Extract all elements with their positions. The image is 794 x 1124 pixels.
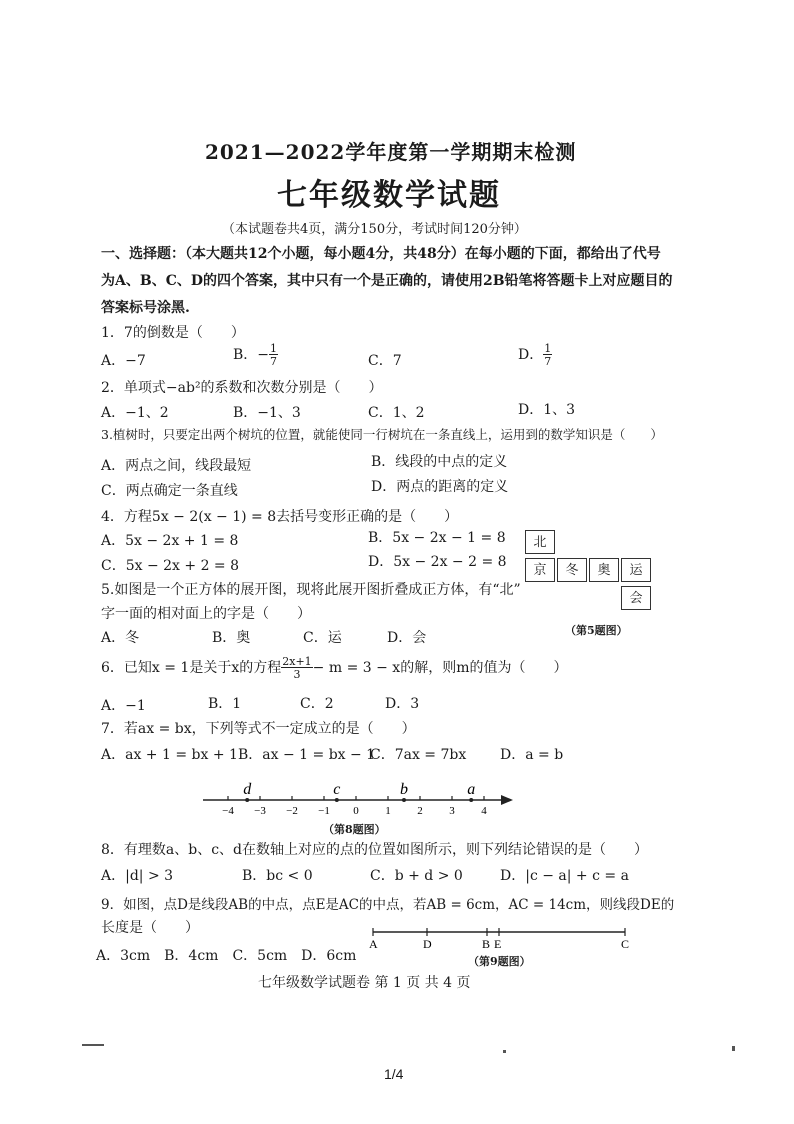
label-a: A <box>369 937 378 951</box>
number-line-tick-label: 1 <box>385 805 391 817</box>
number-line-point-c <box>335 798 339 802</box>
exam-title: 七年级数学试题 <box>277 178 501 213</box>
q5-option-c: C．运 <box>303 630 342 646</box>
q1-option-b: B．− $\frac{1}{7}$ <box>233 342 278 368</box>
q5-option-a: A．冬 <box>101 630 140 646</box>
q1-option-c: C．7 <box>368 353 402 369</box>
q6-stem: 6．已知x = 1是关于x的方程 $\frac{2x+1}{3}$ − m = 3 − x的解，则m的值为（ ） <box>101 655 568 681</box>
number-line-tick-label: −3 <box>254 805 266 817</box>
q9-options: A．3cm B．4cm C．5cm D．6cm <box>96 948 357 964</box>
net-cell-yun: 运 <box>621 558 651 582</box>
net-cell-jing: 京 <box>525 558 555 582</box>
section-instruction-line1: 一、选择题：（本大题共12个小题，每小题4分，共48分）在每小题的下面，都给出了代号 <box>101 246 661 262</box>
number-line-point-label-c: c <box>333 781 341 798</box>
number-line-tick-label: 0 <box>353 805 359 817</box>
scan-dot <box>503 1050 506 1053</box>
q2-option-d: D．1、3 <box>518 402 576 418</box>
number-line-tick-label: 4 <box>481 805 487 817</box>
q5-stem-line1: 5.如图是一个正方体的展开图，现将此展开图折叠成正方体，有“北” <box>101 582 521 598</box>
q3-option-c: C．两点确定一条直线 <box>101 483 238 499</box>
q6-option-c: C．2 <box>300 696 334 712</box>
label-b: B <box>482 937 491 951</box>
q8-option-d: D．|c − a| + c = a <box>500 868 629 884</box>
q8-number-line-figure <box>195 778 525 818</box>
q2-option-a: A．−1、2 <box>101 405 169 421</box>
q2-option-c: C．1、2 <box>368 405 425 421</box>
section-instruction-line2: 为A、B、C、D的四个答案，其中只有一个是正确的，请使用2B铅笔将答题卡上对应题目的 <box>101 273 673 289</box>
net-cell-ao: 奥 <box>589 558 619 582</box>
q6-option-b: B．1 <box>208 696 242 712</box>
net-cell-dong: 冬 <box>557 558 587 582</box>
q2-option-b: B．−1、3 <box>233 405 301 421</box>
q3-option-b: B．线段的中点的定义 <box>371 454 508 470</box>
number-line-point-label-b: b <box>400 781 408 798</box>
q5-figure-caption: （第5题图） <box>565 624 628 637</box>
section-instruction-line3: 答案标号涂黑. <box>101 300 190 316</box>
number-line-point-b <box>402 798 406 802</box>
label-c: C <box>621 937 630 951</box>
page-footer: 七年级数学试题卷 第 1 页 共 4 页 <box>258 975 471 991</box>
q9-stem-line2: 长度是（ ） <box>101 920 199 936</box>
q9-figure-caption: （第9题图） <box>468 955 531 968</box>
q2-stem: 2．单项式−ab²的系数和次数分别是（ ） <box>101 380 383 396</box>
q7-option-a: A．ax + 1 = bx + 1 <box>101 747 238 763</box>
q6-option-a: A．−1 <box>101 698 146 714</box>
q6-option-d: D．3 <box>385 696 420 712</box>
q4-option-c: C．5x − 2x + 2 = 8 <box>101 558 240 574</box>
q8-stem: 8．有理数a、b、c、d在数轴上对应的点的位置如图所示，则下列结论错误的是（ ） <box>101 842 649 858</box>
number-line-arrow-icon <box>501 795 513 805</box>
exam-note: （本试题卷共4页，满分150分，考试时间120分钟） <box>222 222 527 237</box>
q1-stem: 1．7的倒数是（ ） <box>101 325 245 341</box>
number-line-tick-label: −2 <box>286 805 298 817</box>
q3-option-a: A．两点之间，线段最短 <box>101 458 252 474</box>
q9-segment-figure <box>365 922 635 952</box>
q7-stem: 7．若ax = bx，下列等式不一定成立的是（ ） <box>101 721 416 737</box>
q7-option-c: C．7ax = 7bx <box>370 747 467 763</box>
number-line-point-label-d: d <box>243 781 252 798</box>
q7-option-b: B．ax − 1 = bx − 1 <box>238 747 376 763</box>
q9-stem-line1: 9．如图，点D是线段AB的中点，点E是AC的中点，若AB = 6cm，AC = 14cm，则线段DE的 <box>101 897 675 913</box>
net-cell-bei: 北 <box>525 530 555 554</box>
net-cell-hui: 会 <box>621 586 651 610</box>
q5-option-d: D．会 <box>387 630 427 646</box>
q8-option-a: A．|d| > 3 <box>101 868 174 884</box>
q3-stem: 3.植树时，只要定出两个树坑的位置，就能使同一行树坑在一条直线上，运用到的数学知识是（ ） <box>101 427 663 442</box>
exam-period-title: 2021—2022学年度第一学期期末检测 <box>205 140 577 164</box>
number-line-point-d <box>245 798 249 802</box>
scan-page-indicator: 1/4 <box>384 1066 404 1082</box>
number-line-tick-label: 3 <box>449 805 455 817</box>
q4-option-a: A．5x − 2x + 1 = 8 <box>101 533 239 549</box>
q5-option-b: B．奥 <box>212 630 251 646</box>
label-d: D <box>423 937 432 951</box>
q5-cube-net-figure <box>525 530 655 615</box>
number-line-point-a <box>469 798 473 802</box>
number-line-tick-label: −1 <box>318 805 330 817</box>
number-line-tick-label: −4 <box>222 805 234 817</box>
q4-stem: 4．方程5x − 2(x − 1) = 8去括号变形正确的是（ ） <box>101 509 459 525</box>
q7-option-d: D．a = b <box>500 747 564 763</box>
scan-mark <box>82 1044 104 1046</box>
number-line-tick-label: 2 <box>417 805 423 817</box>
q4-option-b: B．5x − 2x − 1 = 8 <box>368 530 506 546</box>
number-line-point-label-a: a <box>467 781 476 798</box>
q1-option-a: A．−7 <box>101 353 146 369</box>
q3-option-d: D．两点的距离的定义 <box>371 479 509 495</box>
q8-figure-caption: （第8题图） <box>323 823 386 836</box>
q4-option-d: D．5x − 2x − 2 = 8 <box>368 554 507 570</box>
q8-option-c: C．b + d > 0 <box>370 868 463 884</box>
label-e: E <box>494 937 502 951</box>
scan-dot <box>732 1046 735 1051</box>
q5-stem-line2: 字一面的相对面上的字是（ ） <box>101 606 311 622</box>
q1-option-d: D． $\frac{1}{7}$ <box>518 342 552 368</box>
q8-option-b: B．bc < 0 <box>242 868 313 884</box>
